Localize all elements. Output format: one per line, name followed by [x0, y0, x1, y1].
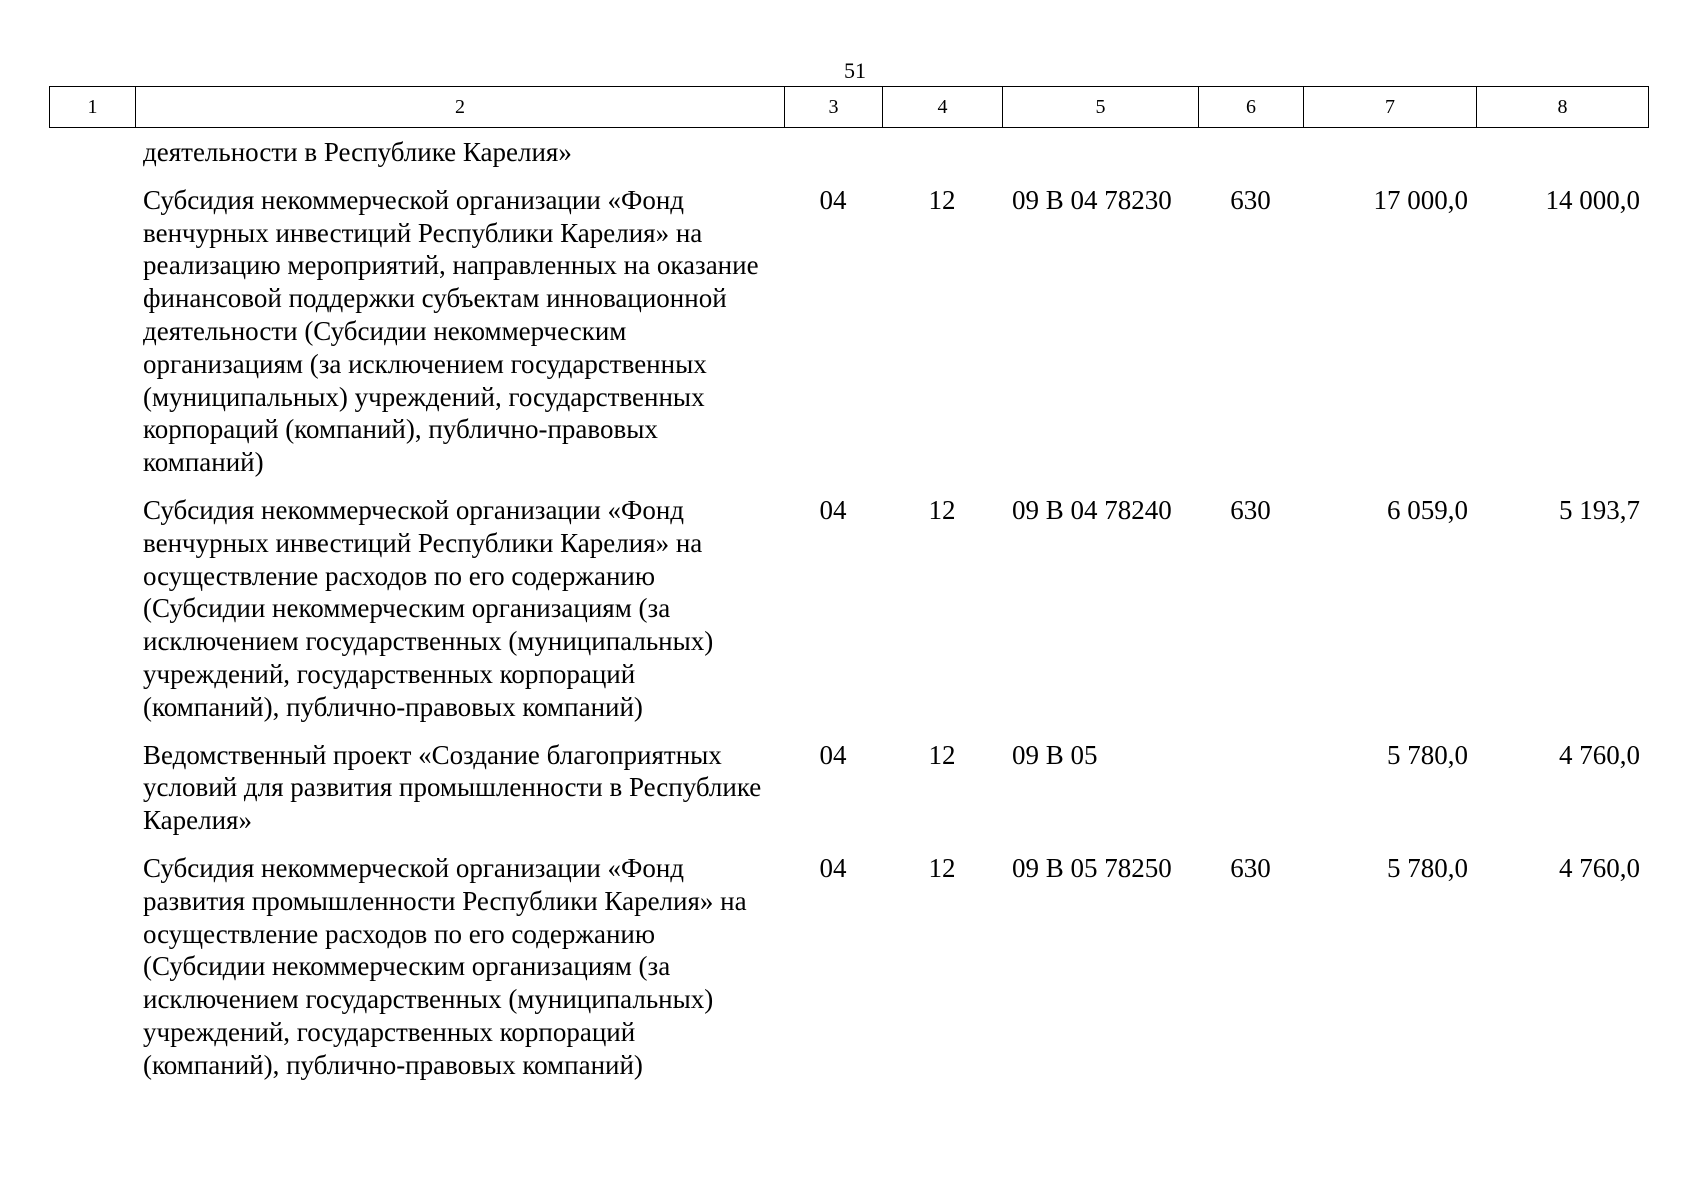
row-target-code: 09 В 05 78250 [1012, 852, 1172, 883]
table-row [49, 494, 1648, 739]
row-section: 04 [819, 494, 847, 525]
row-section: 04 [819, 852, 847, 883]
row-amount-1: 5 780,0 [1387, 852, 1468, 883]
header-col-8: 8 [1477, 87, 1649, 128]
table-row [49, 184, 1648, 494]
row-target-code: 09 В 04 78240 [1012, 494, 1172, 525]
row-subsection: 12 [928, 494, 956, 525]
row-amount-2 [1476, 136, 1648, 184]
row-amount-2: 14 000,0 [1545, 184, 1640, 215]
row-amount-2: 4 760,0 [1559, 852, 1640, 883]
row-subsection [882, 136, 1002, 184]
row-name: Субсидия некоммерческой организации «Фонд венчурных инвестиций Республики Карелия» на реализацию мероприятий, направленных на оказание финансовой поддержки субъектам инновационной деятельности (Субсидии некоммерческим организациям (за исключением государственных (муниципальных) учреждений, государственных корпораций (компаний), публично-правовых компаний) [143, 184, 759, 478]
row-subsection: 12 [928, 184, 956, 215]
row-subsection: 12 [928, 739, 956, 770]
row-subsection: 12 [928, 852, 956, 883]
row-amount-1 [1303, 136, 1476, 184]
row-amount-1: 6 059,0 [1387, 494, 1468, 525]
row-amount-2: 4 760,0 [1559, 739, 1640, 770]
row-target-code: 09 В 04 78230 [1012, 184, 1172, 215]
header-col-3: 3 [785, 87, 883, 128]
page-number: 51 [844, 58, 866, 83]
row-name: Субсидия некоммерческой организации «Фонд венчурных инвестиций Республики Карелия» на осуществление расходов по его содержанию (Субсидии некоммерческим организациям (за исключением государственных (муниципальных) учреждений, государственных корпораций (компаний), публично-правовых компаний) [143, 494, 714, 722]
row-expense-type: 630 [1230, 852, 1271, 883]
row-amount-1: 5 780,0 [1387, 739, 1468, 770]
table-row [49, 852, 1648, 1097]
header-col-5: 5 [1003, 87, 1199, 128]
row-target-code [1002, 136, 1198, 184]
row-expense-type: 630 [1230, 494, 1271, 525]
table-row [49, 739, 1648, 852]
row-name: Субсидия некоммерческой организации «Фонд развития промышленности Республики Карелия» на осуществление расходов по его содержанию (Субсидии некоммерческим организациям (за исключением государственных (муниципальных) учреждений, государственных корпораций (компаний), публично-правовых компаний) [143, 852, 747, 1080]
header-col-4: 4 [883, 87, 1003, 128]
row-amount-2: 5 193,7 [1559, 494, 1640, 525]
row-section [784, 136, 882, 184]
header-col-7: 7 [1304, 87, 1477, 128]
table-row [49, 136, 1648, 184]
header-col-1: 1 [50, 87, 136, 128]
row-expense-type: 630 [1230, 184, 1271, 215]
row-expense-type [1198, 739, 1303, 852]
row-name: Ведомственный проект «Создание благоприятных условий для развития промышленности в Республике Карелия» [143, 739, 762, 836]
row-target-code: 09 В 05 [1012, 739, 1098, 770]
column-number-header [49, 86, 1649, 128]
row-name: деятельности в Республике Карелия» [143, 137, 572, 167]
row-section: 04 [819, 739, 847, 770]
budget-table-body [49, 136, 1648, 1097]
header-col-6: 6 [1199, 87, 1304, 128]
row-section: 04 [819, 184, 847, 215]
row-expense-type [1198, 136, 1303, 184]
row-amount-1: 17 000,0 [1373, 184, 1468, 215]
header-col-2: 2 [136, 87, 785, 128]
